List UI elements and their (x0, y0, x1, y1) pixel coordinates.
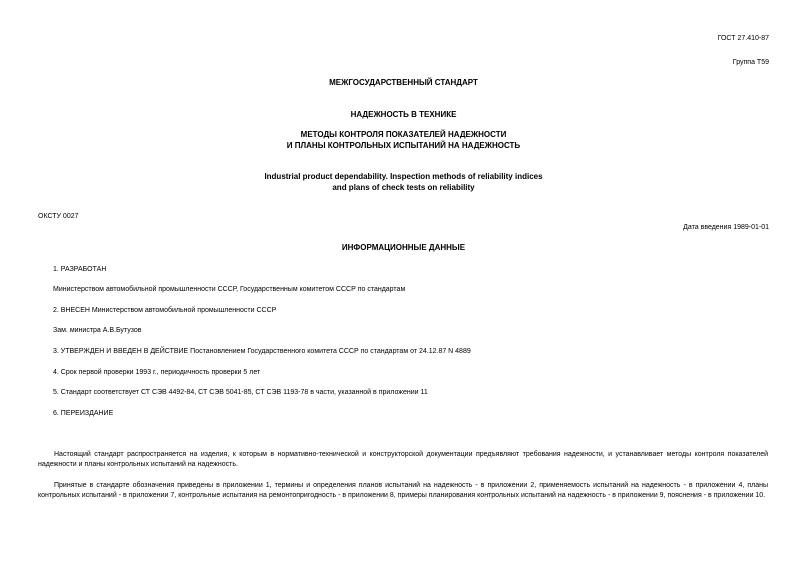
standard-name-line-1: МЕТОДЫ КОНТРОЛЯ ПОКАЗАТЕЛЕЙ НАДЕЖНОСТИ (300, 130, 507, 139)
info-item-5: 5. Стандарт соответствует СТ СЭВ 4492-84, СТ СЭВ 5041-85, СТ СЭВ 1193-78 в части, указанной в приложении 11 (53, 389, 428, 396)
body-paragraph-1-text: Настоящий стандарт распространяется на изделия, к которым в нормативно-технической и конструкторской документации предъявляют требования надежности, и устанавливает методы контроля показателей надежности и планы контрольных испытаний на надежность. (38, 451, 768, 468)
standard-name-line-2: И ПЛАНЫ КОНТРОЛЬНЫХ ИСПЫТАНИЙ НА НАДЕЖНОСТЬ (286, 141, 521, 150)
info-item-2-text: Зам. министра А.В.Бутузов (53, 327, 142, 334)
introduction-date: Дата введения 1989-01-01 (683, 224, 769, 231)
gost-number: ГОСТ 27.410-87 (717, 35, 769, 42)
english-title-line-1: Industrial product dependability. Inspection methods of reliability indices (264, 172, 543, 181)
info-heading: ИНФОРМАЦИОННЫЕ ДАННЫЕ (341, 243, 466, 252)
info-item-1-text: Министерством автомобильной промышленности СССР, Государственным комитетом СССР по стандартам (53, 286, 406, 293)
english-title-line-2: and plans of check tests on reliability (332, 183, 475, 192)
topic-title: НАДЕЖНОСТЬ В ТЕХНИКЕ (350, 110, 457, 119)
info-item-2: 2. ВНЕСЕН Министерством автомобильной промышленности СССР (53, 307, 277, 314)
interstate-standard-title: МЕЖГОСУДАРСТВЕННЫЙ СТАНДАРТ (329, 78, 478, 87)
body-paragraph-2-text: Принятые в стандарте обозначения приведены в приложении 1, термины и определения планов испытаний на надежность - в приложении 2, применяемость испытаний на надежность - в приложении 4, планы контрольных испытаний - в приложении 7, контрольные испытания на ремонтопригодность - в приложении 8, примеры планирования контрольных испытаний на надежность - в приложении 9, пояснения - в приложении 10. (38, 482, 768, 499)
body-paragraph-1 (38, 450, 768, 470)
info-item-6: 6. ПЕРЕИЗДАНИЕ (53, 410, 114, 417)
body-paragraph-2 (38, 481, 768, 501)
okstu-code: ОКСТУ 0027 (38, 213, 79, 220)
info-item-4: 4. Срок первой проверки 1993 г., периодичность проверки 5 лет (53, 369, 261, 376)
group-code: Группа Т59 (732, 59, 769, 66)
info-item-1: 1. РАЗРАБОТАН (53, 266, 107, 273)
info-item-3: 3. УТВЕРЖДЕН И ВВЕДЕН В ДЕЙСТВИЕ Постановлением Государственного комитета СССР по стандартам от 24.12.87 N 4889 (53, 348, 471, 355)
